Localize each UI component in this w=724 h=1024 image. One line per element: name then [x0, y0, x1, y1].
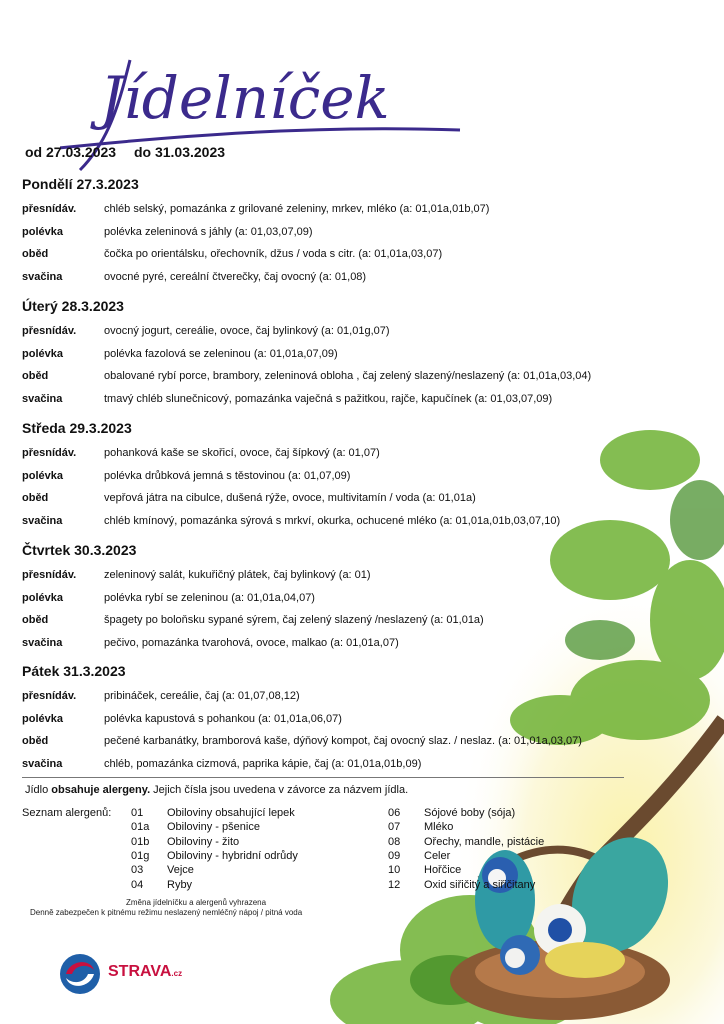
- divider: [22, 777, 624, 778]
- meal-label: polévka: [22, 347, 63, 360]
- meal-text: chléb selský, pomazánka z grilované zeleniny, mrkev, mléko (a: 01,01a,01b,07): [104, 203, 490, 215]
- meal-label: polévka: [22, 225, 63, 238]
- meal-label: svačina: [22, 393, 63, 406]
- meal-label: přesnídáv.: [22, 203, 77, 215]
- allergen-name: Mléko: [424, 821, 454, 834]
- meal-text: pribináček, cereálie, čaj (a: 01,07,08,12): [104, 690, 300, 702]
- allergen-code: 01: [131, 807, 144, 819]
- allergen-name: Obiloviny - žito: [167, 835, 240, 848]
- meal-text: tmavý chléb slunečnicový, pomazánka vaječná s pažitkou, rajče, kapučínek (a: 01,03,07,09): [104, 393, 553, 406]
- date-range: [25, 144, 239, 160]
- meal-text: polévka drůbková jemná s těstovinou (a: 01,07,09): [104, 469, 351, 482]
- meal-text: špagety po boloňsku sypané sýrem, čaj zelený slazený /neslazený (a: 01,01a): [104, 614, 484, 627]
- meal-label: svačina: [22, 758, 63, 771]
- meal-text: polévka rybí se zeleninou (a: 01,01a,04,07): [104, 591, 315, 604]
- meal-label: svačina: [22, 271, 63, 284]
- allergen-note: [25, 784, 408, 796]
- allergen-name: Celer: [424, 849, 451, 862]
- drink-note: Denně zabezpečen k pitnému režimu neslazený nemléčný nápoj / pitná voda: [30, 908, 303, 917]
- meal-row: [20, 270, 700, 293]
- meal-text: ovocný jogurt, cereálie, ovoce, čaj bylinkový (a: 01,01g,07): [104, 325, 390, 337]
- meal-row: [20, 347, 700, 370]
- allergen-code: 04: [131, 878, 144, 891]
- allergen-note-suffix: Jejich čísla jsou uvedena v závorce za názvem jídla.: [150, 784, 409, 796]
- day-title: Pondělí 27.3.2023: [22, 176, 139, 192]
- strava-logo[interactable]: [58, 952, 188, 996]
- meal-row: [20, 392, 700, 415]
- allergen-code: 07: [388, 821, 401, 834]
- meal-row: [20, 446, 700, 469]
- meal-label: přesnídáv.: [22, 569, 77, 581]
- meal-label: přesnídáv.: [22, 447, 77, 459]
- meal-row: [20, 491, 700, 514]
- meal-row: [20, 568, 700, 591]
- meal-row: [20, 324, 700, 347]
- date-from: od 27.03.2023: [25, 144, 117, 160]
- day-title: Čtvrtek 30.3.2023: [22, 542, 137, 558]
- day-title: Úterý 28.3.2023: [22, 298, 124, 314]
- meal-text: ovocné pyré, cereální čtverečky, čaj ovocný (a: 01,08): [104, 271, 367, 284]
- day-block-friday: [20, 663, 700, 780]
- allergen-name: Obiloviny obsahující lepek: [167, 807, 295, 819]
- strava-brand-suffix: .cz: [171, 969, 183, 978]
- meal-text: pečené karbanátky, bramborová kaše, dýňový kompot, čaj ovocný slaz. / neslaz. (a: 01,01a,03,07): [104, 735, 582, 748]
- allergen-list-title: Seznam alergenů:: [22, 807, 112, 819]
- meal-text: polévka kapustová s pohankou (a: 01,01a,06,07): [104, 712, 342, 725]
- meal-label: přesnídáv.: [22, 690, 77, 702]
- meal-text: vepřová játra na cibulce, dušená rýže, ovoce, multivitamín / voda (a: 01,01a): [104, 492, 476, 505]
- meal-text: chléb, pomazánka cizmová, paprika kápie, čaj (a: 01,01a,01b,09): [104, 758, 422, 771]
- meal-row: [20, 247, 700, 270]
- meal-row: [20, 636, 700, 659]
- allergen-code: 01g: [131, 849, 150, 862]
- day-title: Pátek 31.3.2023: [22, 663, 126, 679]
- meal-row: [20, 712, 700, 735]
- meal-label: oběd: [22, 735, 49, 748]
- allergen-code: 01a: [131, 821, 150, 834]
- meal-label: oběd: [22, 248, 49, 261]
- day-block-tuesday: [20, 298, 700, 415]
- meal-label: polévka: [22, 712, 63, 725]
- strava-swirl-icon: [58, 952, 102, 996]
- allergen-name: Vejce: [167, 864, 194, 877]
- allergen-code: 08: [388, 835, 401, 848]
- meal-text: zeleninový salát, kukuřičný plátek, čaj bylinkový (a: 01): [104, 569, 371, 581]
- allergen-code: 09: [388, 849, 401, 862]
- allergen-code: 10: [388, 864, 401, 877]
- strava-brand: [108, 963, 182, 981]
- allergen-name: Obiloviny - pšenice: [167, 821, 260, 834]
- meal-text: pečivo, pomazánka tvarohová, ovoce, malkao (a: 01,01a,07): [104, 637, 399, 650]
- meal-label: oběd: [22, 492, 49, 505]
- allergen-name: Oxid siřičitý a siřičitany: [424, 878, 536, 891]
- meal-text: polévka zeleninová s jáhly (a: 01,03,07,09): [104, 225, 313, 238]
- meal-row: [20, 202, 700, 225]
- day-block-monday: [20, 176, 700, 293]
- day-title: Středa 29.3.2023: [22, 420, 132, 436]
- meal-label: svačina: [22, 637, 63, 650]
- meal-label: oběd: [22, 614, 49, 627]
- meal-text: obalované rybí porce, brambory, zeleninová obloha , čaj zelený slazený/neslazený (a: 01,01a,03,04): [104, 370, 592, 383]
- allergen-name: Ořechy, mandle, pistácie: [424, 835, 545, 848]
- meal-row: [20, 514, 700, 537]
- meal-text: pohanková kaše se skořicí, ovoce, čaj šípkový (a: 01,07): [104, 447, 380, 459]
- meal-label: oběd: [22, 370, 49, 383]
- meal-label: polévka: [22, 469, 63, 482]
- meal-text: polévka fazolová se zeleninou (a: 01,01a,07,09): [104, 347, 338, 360]
- meal-row: [20, 613, 700, 636]
- meal-row: [20, 469, 700, 492]
- meal-row: [20, 369, 700, 392]
- allergen-name: Obiloviny - hybridní odrůdy: [167, 849, 298, 862]
- allergen-code: 12: [388, 878, 401, 891]
- allergen-code: 03: [131, 864, 144, 877]
- day-block-wednesday: [20, 420, 700, 537]
- allergen-name: Hořčice: [424, 864, 462, 877]
- meal-row: [20, 689, 700, 712]
- change-note: Změna jídelníčku a alergenů vyhrazena: [126, 898, 267, 907]
- meal-text: čočka po orientálsku, ořechovník, džus / voda s citr. (a: 01,01a,03,07): [104, 248, 443, 261]
- meal-row: [20, 225, 700, 248]
- day-block-thursday: [20, 542, 700, 659]
- allergen-name: Ryby: [167, 878, 193, 891]
- allergen-code: 06: [388, 807, 401, 819]
- meal-label: svačina: [22, 515, 63, 528]
- allergen-name: Sójové boby (sója): [424, 807, 516, 819]
- meal-row: [20, 591, 700, 614]
- date-to: do 31.03.2023: [133, 144, 226, 160]
- meal-label: přesnídáv.: [22, 325, 77, 337]
- page-title: Jídelníček: [100, 64, 390, 132]
- meal-label: polévka: [22, 591, 63, 604]
- strava-brand-name: STRAVA: [108, 963, 172, 980]
- allergen-note-bold: obsahuje alergeny.: [51, 784, 151, 796]
- meal-text: chléb kmínový, pomazánka sýrová s mrkví, okurka, ochucené mléko (a: 01,01a,01b,03,07,10): [104, 515, 561, 528]
- meal-row: [20, 734, 700, 757]
- allergen-code: 01b: [131, 835, 150, 848]
- allergen-note-prefix: Jídlo: [25, 784, 52, 796]
